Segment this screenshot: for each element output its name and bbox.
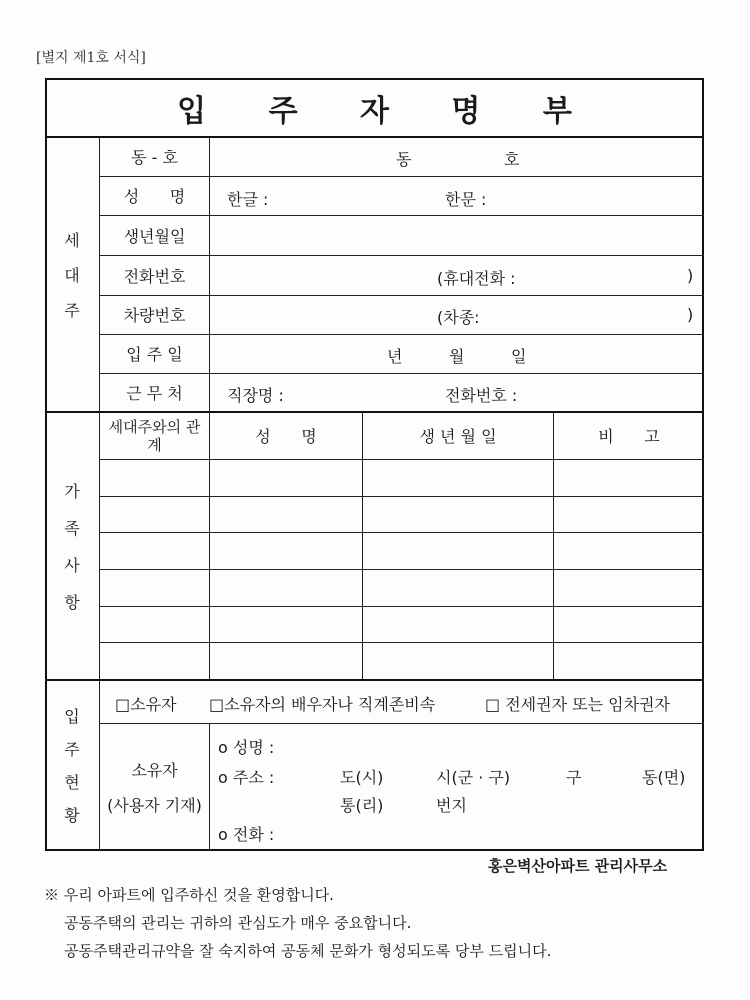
name-field[interactable] xyxy=(215,178,701,213)
birthdate-field[interactable] xyxy=(215,217,701,253)
company-phone-label: 전화번호 : xyxy=(445,386,518,405)
section-char: 주 xyxy=(64,740,80,759)
addr-tong: 통(리) xyxy=(340,796,384,815)
row-line xyxy=(100,569,704,570)
form-number-label: [별지 제1호 서식] xyxy=(36,50,146,66)
vehicle-type-label: (차종: xyxy=(437,308,480,327)
owner-sublabel: (사용자 기재) xyxy=(107,796,202,815)
owner-label-cell xyxy=(100,724,209,850)
vehicle-field[interactable] xyxy=(215,297,701,332)
household-section-label xyxy=(45,137,99,411)
header-name xyxy=(210,412,362,459)
header-text: 생 년 월 일 xyxy=(419,427,497,446)
header-text: 성 명 xyxy=(255,427,317,446)
label-name xyxy=(100,176,209,215)
header-text: 비 고 xyxy=(598,427,660,446)
label-text: 전화번호 xyxy=(123,266,186,286)
label-column-divider xyxy=(209,137,210,679)
day-label: 일 xyxy=(511,347,527,366)
mobile-close-paren: ) xyxy=(687,266,694,285)
row-line xyxy=(100,532,704,533)
label-text: 차량번호 xyxy=(123,306,186,325)
phone-field[interactable] xyxy=(215,257,701,293)
row-line xyxy=(100,642,704,643)
section-char: 세 xyxy=(64,230,80,250)
row-line xyxy=(100,606,704,607)
label-workplace xyxy=(100,373,209,411)
owner-phone-label: o 전화 : xyxy=(218,825,275,844)
owner-name-label: o 성명 : xyxy=(218,738,275,757)
section-char: 황 xyxy=(64,806,80,825)
row-line xyxy=(100,459,704,460)
owner-label: 소유자 xyxy=(131,761,178,780)
workplace-field[interactable] xyxy=(215,375,701,409)
label-birthdate xyxy=(100,215,209,255)
name-korean-label: 한글 : xyxy=(227,190,269,209)
section-char: 항 xyxy=(64,592,80,612)
owner-address-label: o 주소 : xyxy=(218,768,275,787)
section-char: 입 xyxy=(64,707,80,726)
option-owner-checkbox[interactable]: □소유자 xyxy=(115,695,177,714)
addr-gu: 구 xyxy=(566,768,582,787)
row-line xyxy=(100,496,704,497)
section-char: 가 xyxy=(64,481,80,501)
option-spouse-family-checkbox[interactable]: □소유자의 배우자나 직계존비속 xyxy=(209,695,436,714)
addr-bunji: 번지 xyxy=(436,796,467,815)
addr-city: 시(군 · 구) xyxy=(436,768,511,787)
addr-province: 도(시) xyxy=(340,768,384,787)
section-char: 현 xyxy=(64,773,80,792)
note-importance: 공동주택의 관리는 귀하의 관심도가 매우 중요합니다. xyxy=(64,914,412,932)
label-text: 성 명 xyxy=(123,187,186,206)
label-text: 생년월일 xyxy=(123,226,186,246)
dong-text: 동 xyxy=(396,150,412,169)
label-phone xyxy=(100,255,209,295)
movein-date-field[interactable] xyxy=(215,336,701,371)
label-text: 입 주 일 xyxy=(126,345,183,364)
family-section-label xyxy=(45,412,99,679)
month-label: 월 xyxy=(449,347,465,366)
family-divider xyxy=(45,679,704,681)
status-section-label xyxy=(45,680,99,850)
ho-text: 호 xyxy=(504,150,520,169)
label-movein-date xyxy=(100,334,209,373)
section-char: 대 xyxy=(64,265,80,285)
company-name-label: 직장명 : xyxy=(227,386,284,405)
name-hanja-label: 한문 : xyxy=(445,190,487,209)
label-vehicle xyxy=(100,295,209,334)
section-char: 사 xyxy=(64,555,80,575)
label-text: 근 무 처 xyxy=(126,383,183,403)
header-birthdate xyxy=(363,412,553,459)
label-text: 동 - 호 xyxy=(131,148,178,167)
management-office: 홍은벽산아파트 관리사무소 xyxy=(488,857,668,875)
addr-dong: 동(면) xyxy=(642,768,686,787)
header-relationship xyxy=(100,412,209,459)
label-dong-ho xyxy=(100,137,209,176)
col-line xyxy=(209,724,210,850)
section-char: 주 xyxy=(64,300,80,320)
mobile-label: (휴대전화 : xyxy=(437,269,516,288)
header-text: 세대주와의 관 계 xyxy=(108,417,201,454)
form-title: 입 주 자 명 부 xyxy=(177,94,598,129)
note-rules: 공동주택관리규약을 잘 숙지하여 공동체 문화가 형성되도록 당부 드립니다. xyxy=(64,942,552,960)
option-lessee-checkbox[interactable]: □ 전세권자 또는 임차권자 xyxy=(485,695,670,714)
note-welcome: ※ 우리 아파트에 입주하신 것을 환영합니다. xyxy=(44,886,334,904)
year-label: 년 xyxy=(387,347,403,366)
header-remarks xyxy=(554,412,704,459)
section-char: 족 xyxy=(64,518,80,538)
vehicle-close-paren: ) xyxy=(687,305,694,324)
